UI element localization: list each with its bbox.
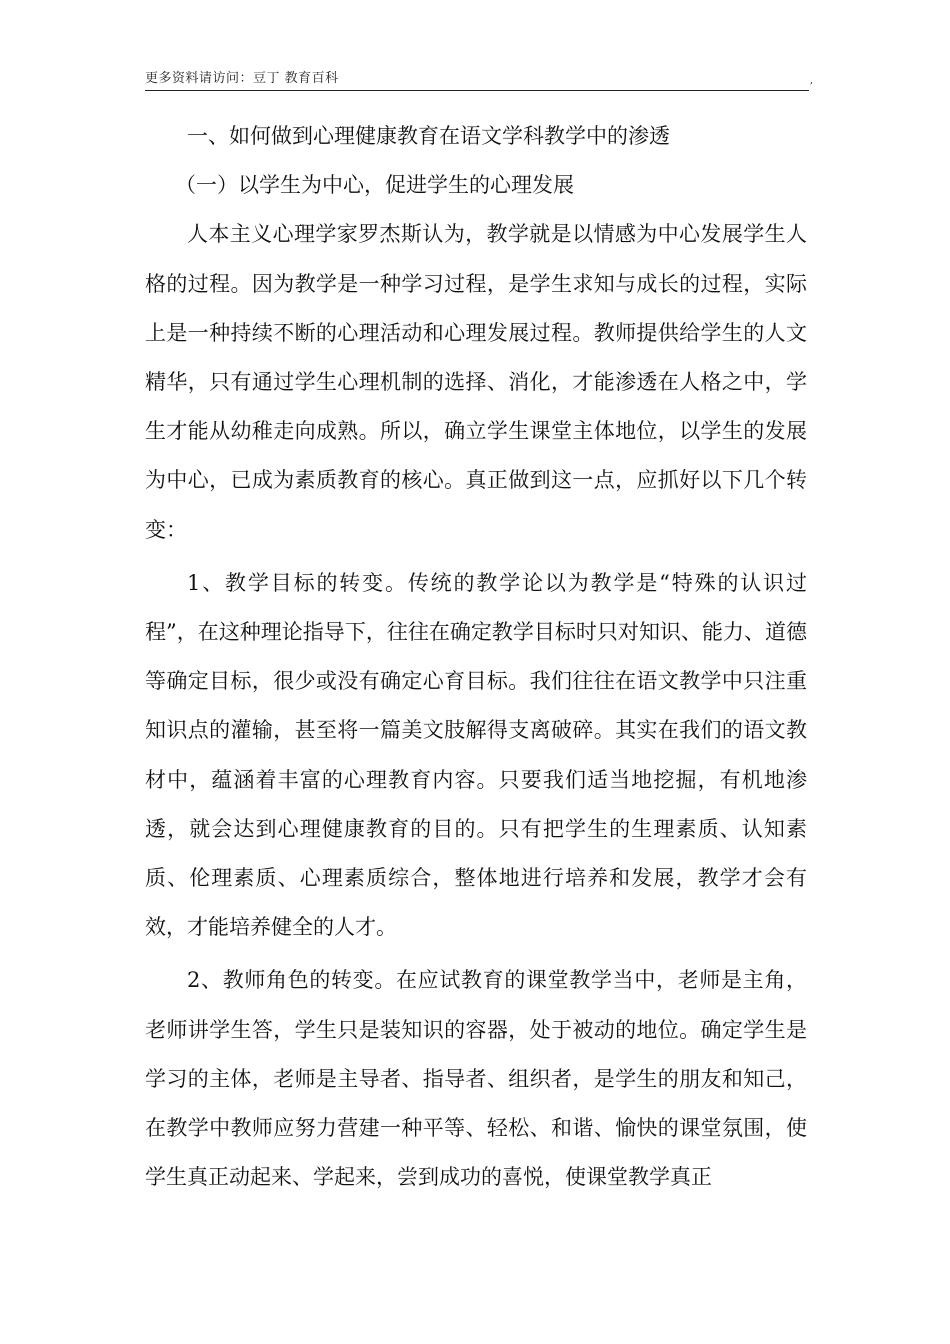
paragraph-intro: 人本主义心理学家罗杰斯认为，教学就是以情感为中心发展学生人格的过程。因为教学是一种学习过程，是学生求知与成长的过程，实际上是一种持续不断的心理活动和心理发展过程。教师提供给学生的人文精华，只有通过学生心理机制的选择、消化，才能渗透在人格之中，学生才能从幼稚走向成熟。所以，确立学生课堂主体地位，以学生的发展为中心，已成为素质教育的核心。真正做到这一点，应抓好以下几个转变：	[145, 222, 807, 542]
page-header	[145, 68, 813, 91]
header-mark: ,	[809, 75, 813, 86]
paragraph-teaching-goals: 1、教学目标的转变。传统的教学论以为教学是“特殊的认识过程”，在这种理论指导下，往往在确定教学目标时只对知识、能力、道德等确定目标，很少或没有确定心育目标。我们往往在语文教学中只注重知识点的灌输，甚至将一篇美文肢解得支离破碎。其实在我们的语文教材中，蕴涵着丰富的心理教育内容。只要我们适当地挖掘，有机地渗透，就会达到心理健康教育的目的。只有把学生的生理素质、认知素质、伦理素质、心理素质综合，整体地进行培养和发展，教学才会有效，才能培养健全的人才。	[145, 570, 807, 940]
paragraph-teacher-role: 2、教师角色的转变。在应试教育的课堂教学当中，老师是主角，老师讲学生答，学生只是装知识的容器，处于被动的地位。确定学生是学习的主体，老师是主导者、指导者、组织者，是学生的朋友和知己，在教学中教师应努力营建一种平等、轻松、和谐、愉快的课堂氛围，使学生真正动起来、学起来，尝到成功的喜悦，使课堂教学真正	[145, 968, 807, 1190]
header-text: 更多资料请访问：豆丁 教育百科	[145, 71, 339, 86]
subsection-heading: （一）以学生为中心，促进学生的心理发展	[175, 173, 574, 198]
section-heading: 一、如何做到心理健康教育在语文学科教学中的渗透	[187, 124, 670, 148]
document-body	[145, 112, 807, 1202]
